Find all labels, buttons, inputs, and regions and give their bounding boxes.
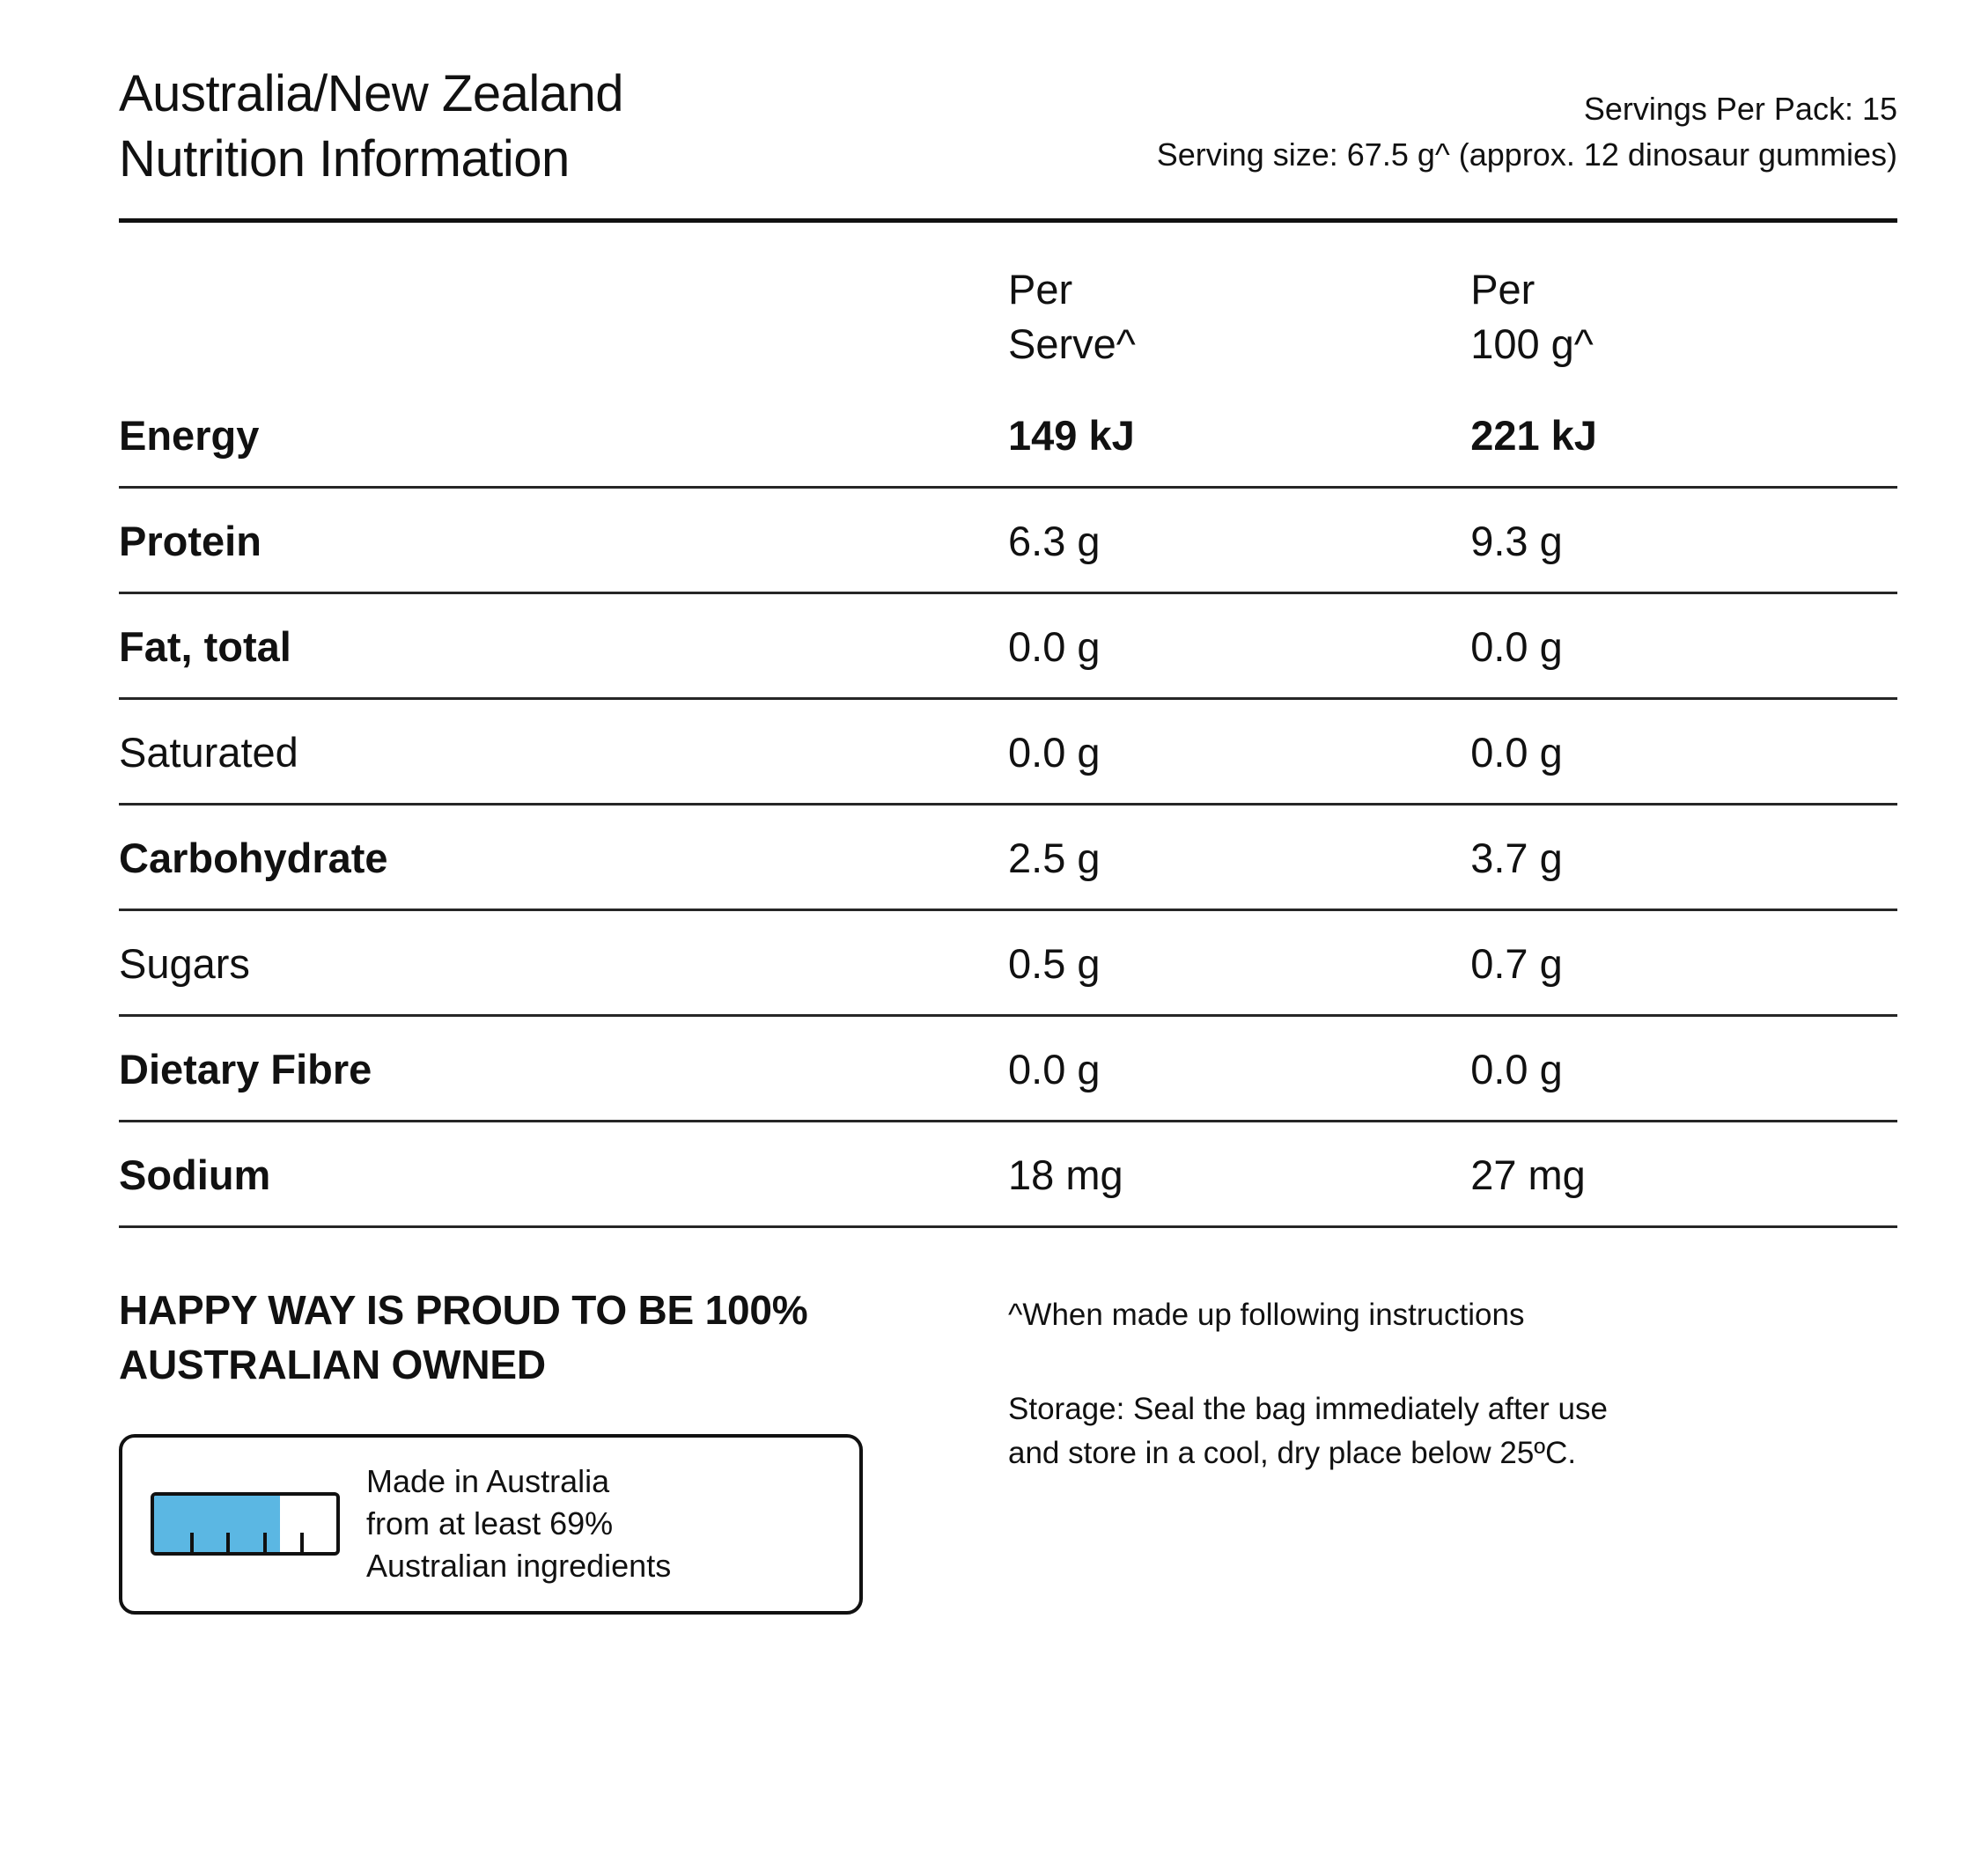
per-serve-line-1: Per xyxy=(1008,266,1073,313)
proud-line-1: HAPPY WAY IS PROUD TO BE xyxy=(119,1286,695,1333)
per-100g-line-2: 100 g^ xyxy=(1470,320,1594,367)
table-row xyxy=(119,804,1897,909)
per-100g-line-1: Per xyxy=(1470,266,1535,313)
origin-bar-tick xyxy=(226,1533,230,1552)
nutrient-per-100g: 0.0 g xyxy=(1470,698,1897,804)
origin-bar-fill xyxy=(154,1496,280,1552)
nutrition-table xyxy=(119,223,1897,1227)
nutrient-per-serve: 0.5 g xyxy=(1008,909,1470,1015)
nutrient-per-serve: 0.0 g xyxy=(1008,698,1470,804)
nutrient-name: Dietary Fibre xyxy=(119,1015,1008,1121)
nutrient-per-serve: 0.0 g xyxy=(1008,1015,1470,1121)
nutrient-name: Sodium xyxy=(119,1121,1008,1226)
nutrient-per-100g: 9.3 g xyxy=(1470,487,1897,592)
nutrient-name: Saturated xyxy=(119,698,1008,804)
origin-line-1: Made in Australia xyxy=(366,1462,610,1499)
table-row xyxy=(119,406,1897,488)
origin-line-3: Australian ingredients xyxy=(366,1548,672,1585)
country-of-origin-badge xyxy=(119,1434,863,1615)
table-row xyxy=(119,592,1897,698)
origin-bar-graphic xyxy=(151,1492,340,1556)
proud-line-2: 100% AUSTRALIAN OWNED xyxy=(119,1286,808,1387)
nutrient-per-serve: 18 mg xyxy=(1008,1121,1470,1226)
storage-note xyxy=(1008,1387,1897,1475)
nutrient-name: Fat, total xyxy=(119,592,1008,698)
proud-statement xyxy=(119,1283,982,1392)
column-header-nutrient xyxy=(119,223,1008,405)
per-serve-line-2: Serve^ xyxy=(1008,320,1136,367)
table-row xyxy=(119,1121,1897,1226)
origin-text xyxy=(366,1460,671,1588)
table-row xyxy=(119,698,1897,804)
nutrient-per-100g: 0.0 g xyxy=(1470,1015,1897,1121)
panel-footer xyxy=(119,1283,1897,1615)
table-row xyxy=(119,909,1897,1015)
nutrient-per-100g: 3.7 g xyxy=(1470,804,1897,909)
servings-per-pack: Servings Per Pack: 15 xyxy=(1583,91,1897,127)
panel-header xyxy=(119,53,1897,192)
table-header-row xyxy=(119,223,1897,405)
nutrient-per-100g: 27 mg xyxy=(1470,1121,1897,1226)
nutrient-name: Carbohydrate xyxy=(119,804,1008,909)
nutrient-name: Protein xyxy=(119,487,1008,592)
table-row xyxy=(119,1015,1897,1121)
storage-line-2: and store in a cool, dry place below 25ºC. xyxy=(1008,1436,1577,1471)
title-line-2: Nutrition Information xyxy=(119,130,570,188)
origin-bar-tick xyxy=(263,1533,267,1552)
footer-right-column xyxy=(1008,1283,1897,1615)
column-header-per-100g xyxy=(1470,223,1897,405)
made-up-note: ^When made up following instructions xyxy=(1008,1297,1525,1332)
table-row xyxy=(119,487,1897,592)
nutrient-name: Energy xyxy=(119,406,1008,488)
serving-size: Serving size: 67.5 g^ (approx. 12 dinosaur gummies) xyxy=(1156,136,1897,173)
footer-left-column xyxy=(119,1283,1008,1615)
nutrient-per-serve: 2.5 g xyxy=(1008,804,1470,909)
title-line-1: Australia/New Zealand xyxy=(119,65,624,122)
nutrient-name: Sugars xyxy=(119,909,1008,1015)
nutrient-per-serve: 6.3 g xyxy=(1008,487,1470,592)
nutrient-per-100g: 0.0 g xyxy=(1470,592,1897,698)
serving-info xyxy=(1157,53,1897,178)
column-header-per-serve xyxy=(1008,223,1470,405)
nutrient-per-serve: 0.0 g xyxy=(1008,592,1470,698)
origin-bar-tick xyxy=(190,1533,194,1552)
origin-line-2: from at least 69% xyxy=(366,1505,614,1542)
storage-line-1: Storage: Seal the bag immediately after use xyxy=(1008,1392,1608,1427)
origin-bar-tick xyxy=(300,1533,304,1552)
nutrient-per-serve: 149 kJ xyxy=(1008,406,1470,488)
page-title xyxy=(119,53,623,192)
nutrient-per-100g: 221 kJ xyxy=(1470,406,1897,488)
nutrient-per-100g: 0.7 g xyxy=(1470,909,1897,1015)
